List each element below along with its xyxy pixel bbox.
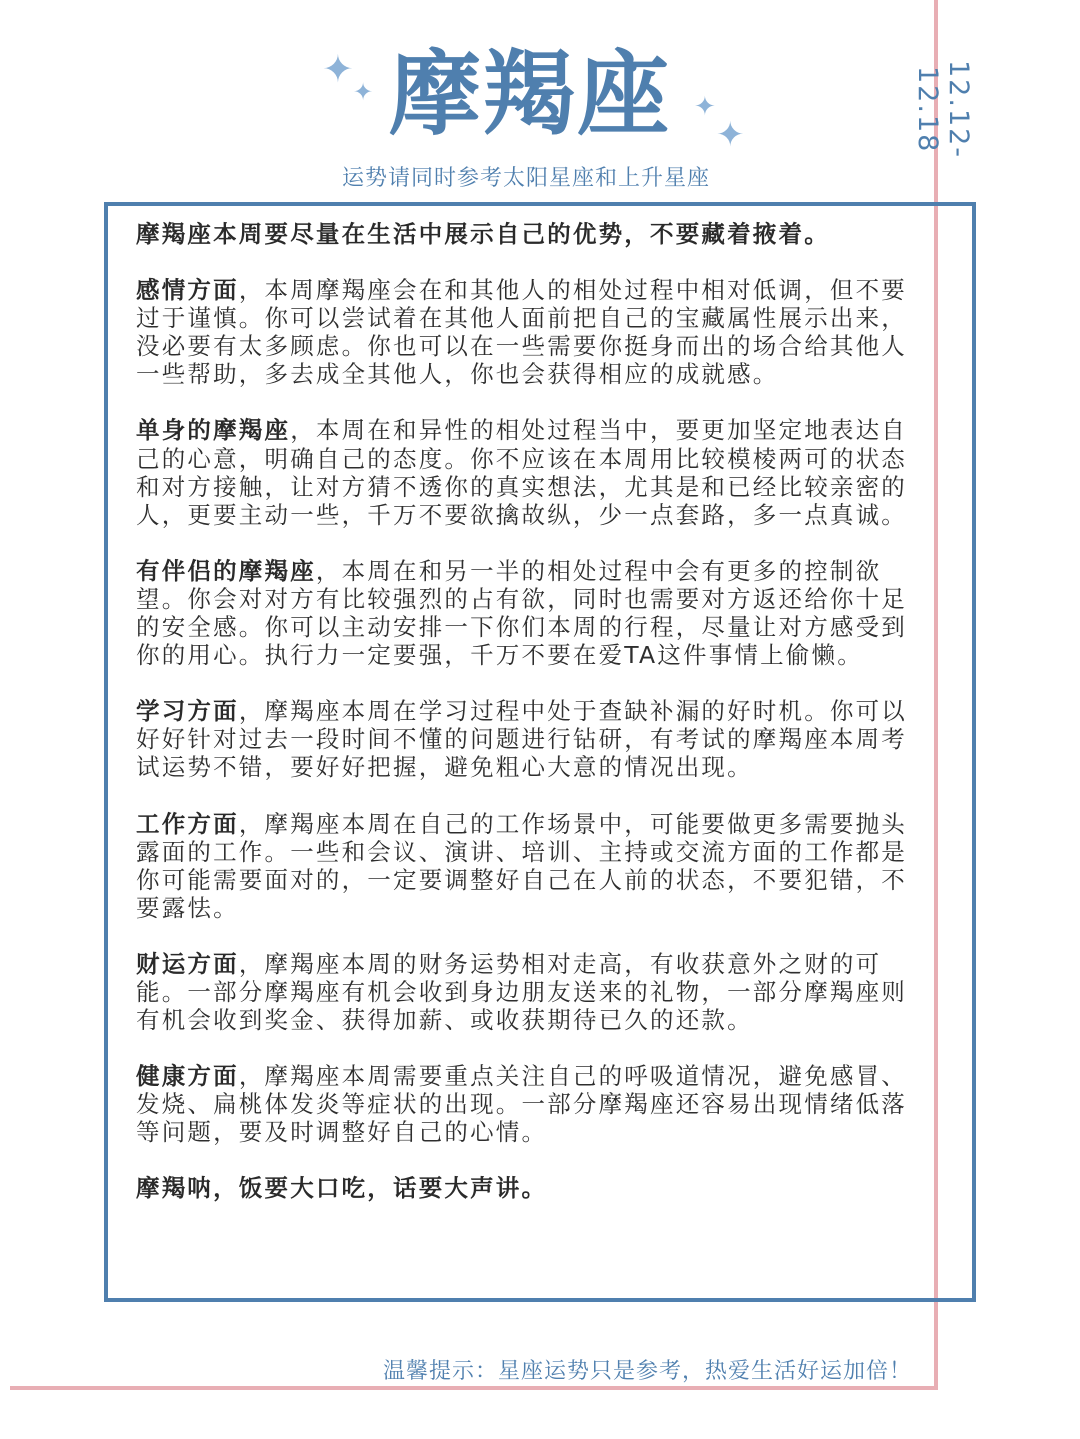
love-text: ，本周摩羯座会在和其他人的相处过程中相对低调，但不要过于谨慎。你可以尝试着在其他人面前把自己的宝藏属性展示出来，没必要有太多顾虑。你也可以在一些需要你挺身而出的场合给其他人一些帮助，多去成全其他人，你也会获得相应的成就感。 — [136, 276, 908, 389]
wealth-label: 财运方面 — [136, 949, 239, 978]
health-paragraph — [136, 1062, 912, 1146]
work-label: 工作方面 — [136, 809, 239, 838]
partner-text: ，本周在和另一半的相处过程中会有更多的控制欲望。你会对对方有比较强烈的占有欲，同时也需要对方返还给你十足的安全感。你可以主动安排一下你们本周的行程，尽量让对方感受到你的用心。执行力一定要强，千万不要在爱TA这件事情上偷懒。 — [136, 556, 907, 670]
intro-paragraph — [136, 220, 912, 248]
page-title: 摩羯座 — [388, 41, 671, 148]
love-paragraph — [136, 276, 912, 388]
study-text: ，摩羯座本周在学习过程中处于查缺补漏的好时机。你可以好好针对过去一段时间不懂的问题进行钻研，有考试的摩羯座本周考试运势不错，要好好把握，避免粗心大意的情况出现。 — [136, 697, 908, 782]
intro-text: 摩羯座本周要尽量在生活中展示自己的优势，不要藏着掖着。 — [136, 220, 830, 248]
closing-text: 摩羯呐，饭要大口吃，话要大声讲。 — [136, 1174, 548, 1203]
sparkle-icon: ✦ — [322, 47, 354, 91]
closing-paragraph — [136, 1174, 912, 1202]
study-label: 学习方面 — [136, 697, 239, 726]
partner-paragraph — [136, 557, 912, 669]
health-label: 健康方面 — [136, 1062, 239, 1091]
subtitle: 运势请同时参考太阳星座和上升星座 — [341, 166, 710, 191]
wealth-paragraph — [136, 950, 912, 1034]
single-text: ，本周在和异性的相处过程当中，要更加坚定地表达自己的心意，明确自己的态度。你不应该在本周用比较模棱两可的状态和对方接触，让对方猜不透你的真实想法，尤其是和已经比较亲密的人，更要主动一些，千万不要欲擒故纵，少一点套路，多一点真诚。 — [136, 416, 908, 529]
single-label: 单身的摩羯座 — [136, 416, 291, 445]
single-paragraph — [136, 416, 912, 528]
sparkle-icon: ✦ — [353, 78, 374, 106]
love-label: 感情方面 — [136, 276, 239, 305]
footer-tip: 温馨提示：星座运势只是参考，热爱生活好运加倍！ — [382, 1359, 912, 1384]
wealth-text: ，摩羯座本周的财务运势相对走高，有收获意外之财的可能。一部分摩羯座有机会收到身边朋友送来的礼物，一部分摩羯座则有机会收到奖金、获得加薪、或收获期待已久的还款。 — [136, 949, 907, 1035]
date-range: 12.12-12.18 — [912, 60, 974, 160]
work-text: ，摩羯座本周在自己的工作场景中，可能要做更多需要抛头露面的工作。一些和会议、演讲、培训、主持或交流方面的工作都是你可能需要面对的，一定要调整好自己在人前的状态，不要犯错，不要露怯。 — [136, 809, 908, 922]
partner-label: 有伴侣的摩羯座 — [136, 556, 316, 585]
study-paragraph — [136, 697, 912, 781]
sparkle-icon: ✦ — [694, 92, 716, 122]
work-paragraph — [136, 810, 912, 922]
health-text: ，摩羯座本周需要重点关注自己的呼吸道情况，避免感冒、发烧、扁桃体发炎等症状的出现。一部分摩羯座还容易出现情绪低落等问题，要及时调整好自己的心情。 — [136, 1062, 908, 1147]
sparkle-icon: ✦ — [716, 115, 745, 155]
horoscope-content — [136, 220, 912, 1231]
pink-horizontal-line — [10, 1386, 938, 1390]
